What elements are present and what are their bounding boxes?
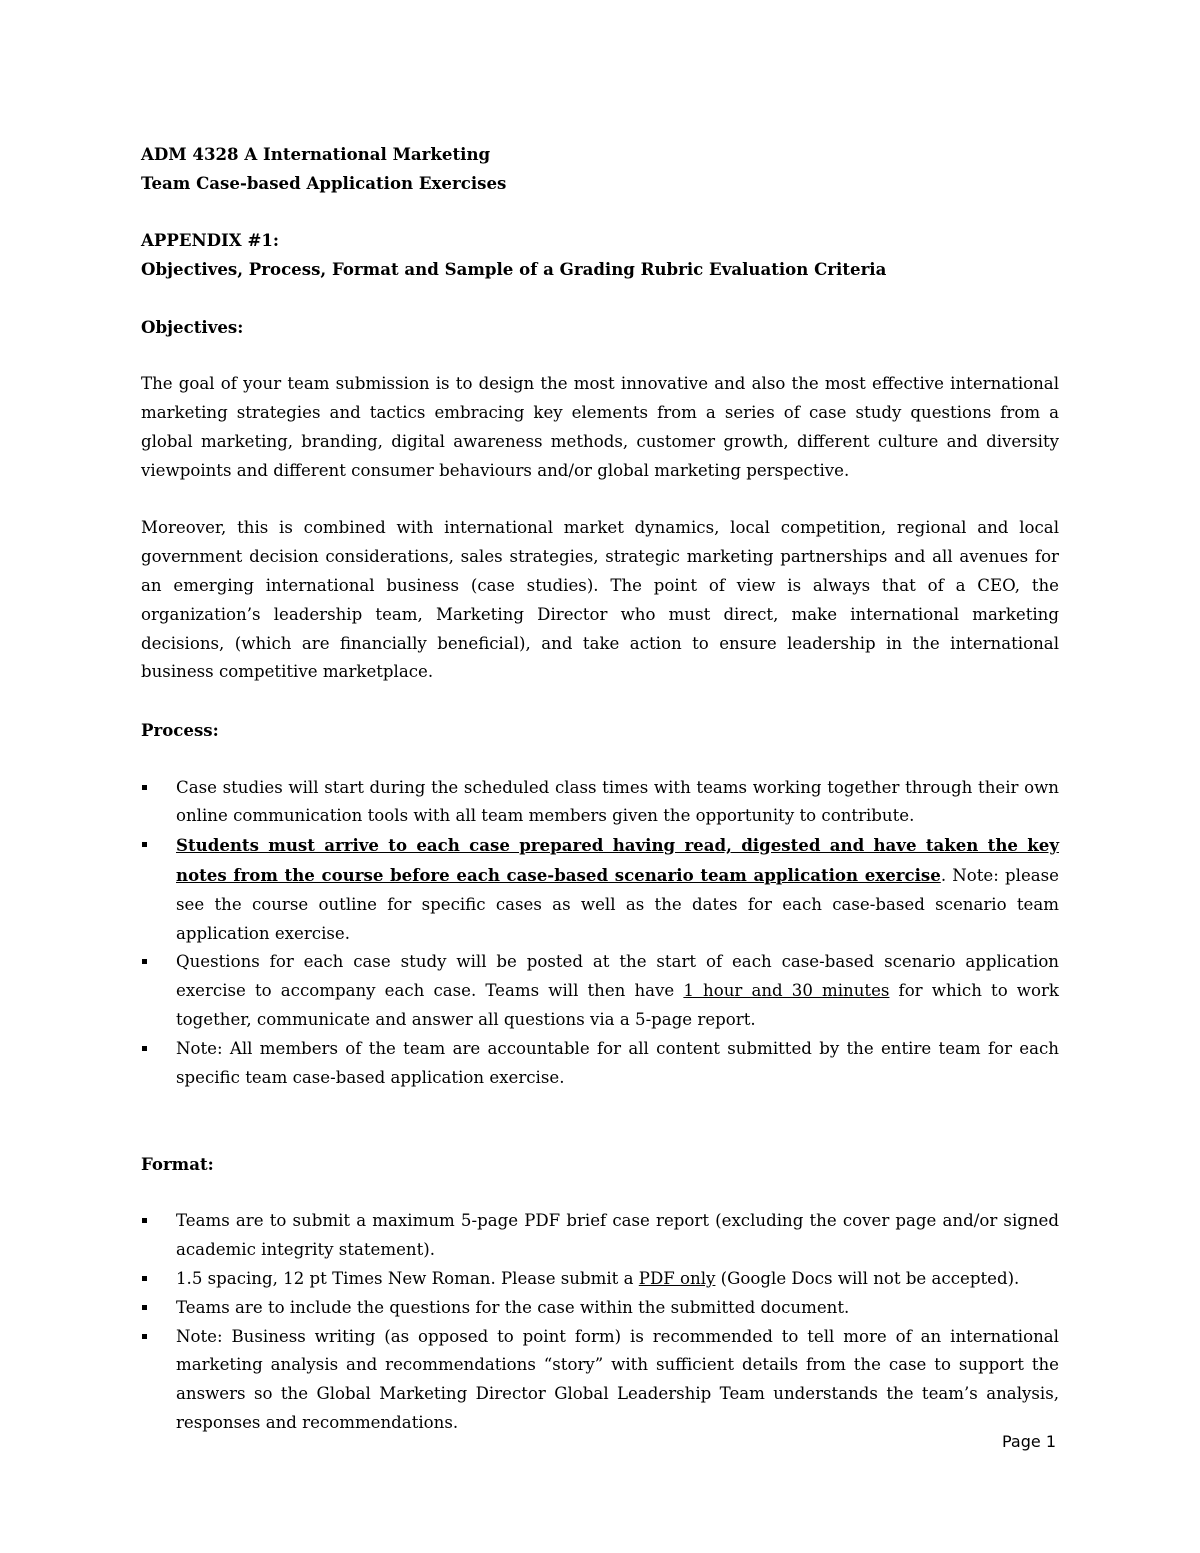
process-list	[141, 774, 1059, 1093]
list-item	[141, 1035, 1059, 1093]
objectives-paragraph-1: The goal of your team submission is to design the most innovative and also the most effective international marketing strategies and tactics embracing key elements from a series of case study questions from a global marketing, branding, digital awareness methods, customer growth, different culture and diversity viewpoints and different consumer behaviours and/or global marketing perspective.	[141, 374, 1059, 480]
list-item	[141, 1294, 1059, 1323]
format-item-3-text: Teams are to include the questions for the case within the submitted document.	[176, 1297, 850, 1317]
process-item-2-emphasis: Students must arrive to each case prepared having read, digested and have taken the key notes from the course before each case-based scenario team application exercise	[176, 835, 1059, 885]
list-item	[141, 1323, 1059, 1438]
list-item	[141, 774, 1059, 832]
process-item-2-text: . Note: please see the course outline for specific cases as well as the dates for each case-based scenario team application exercise.	[176, 865, 1059, 943]
page-number: Page 1	[1002, 1432, 1056, 1451]
process-item-3-text-start: Questions for each case study will be posted at the start of each case-based scenario application exercise to accompany each case. Teams will then have	[176, 952, 1059, 1001]
appendix-heading	[141, 226, 1059, 284]
process-heading: Process:	[141, 719, 219, 740]
format-heading: Format:	[141, 1153, 214, 1174]
list-item	[141, 1207, 1059, 1265]
format-list	[141, 1207, 1059, 1437]
list-item	[141, 1265, 1059, 1294]
document-body	[141, 140, 1059, 1438]
process-item-3-duration: 1 hour and 30 minutes	[683, 981, 890, 1001]
format-item-1-text: Teams are to submit a maximum 5-page PDF brief case report (excluding the cover page and/or signed academic integrity statement).	[176, 1211, 1059, 1260]
objectives-heading: Objectives:	[141, 316, 244, 337]
document-title: ADM 4328 A International Marketing	[141, 144, 491, 164]
list-item	[141, 948, 1059, 1034]
process-item-1-text: Case studies will start during the scheduled class times with teams working together through their own online communication tools with all team members given the opportunity to contribute.	[176, 777, 1059, 826]
appendix-title: Objectives, Process, Format and Sample of a Grading Rubric Evaluation Criteria	[141, 259, 887, 280]
list-item	[141, 831, 1059, 948]
format-item-2-text-start: 1.5 spacing, 12 pt Times New Roman. Please submit a	[176, 1269, 639, 1289]
format-item-2-pdf-only: PDF only	[638, 1269, 716, 1289]
appendix-label: APPENDIX #1:	[141, 230, 280, 251]
objectives-paragraph-2: Moreover, this is combined with international market dynamics, local competition, regional and local government decision considerations, sales strategies, strategic marketing partnerships and all avenues for an emerging international business (case studies). The point of view is always that of a CEO, the organization’s leadership team, Marketing Director who must direct, make international marketing decisions, (which are financially beneficial), and take action to ensure leadership in the international business competitive marketplace.	[141, 518, 1059, 682]
document-subtitle: Team Case-based Application Exercises	[141, 172, 507, 193]
process-item-4-text: Note: All members of the team are accountable for all content submitted by the entire team for each specific team case-based application exercise.	[176, 1038, 1059, 1087]
format-item-4-text: Note: Business writing (as opposed to point form) is recommended to tell more of an international marketing analysis and recommendations “story” with sufficient details from the case to support the answers so the Global Marketing Director Global Leadership Team understands the team’s analysis, responses and recommendations.	[176, 1326, 1059, 1433]
title-block	[141, 140, 1059, 198]
format-item-2-text-end: (Google Docs will not be accepted).	[715, 1269, 1020, 1289]
process-item-3-text-end: for which to work together, communicate and answer all questions via a 5-page report.	[176, 981, 1059, 1029]
